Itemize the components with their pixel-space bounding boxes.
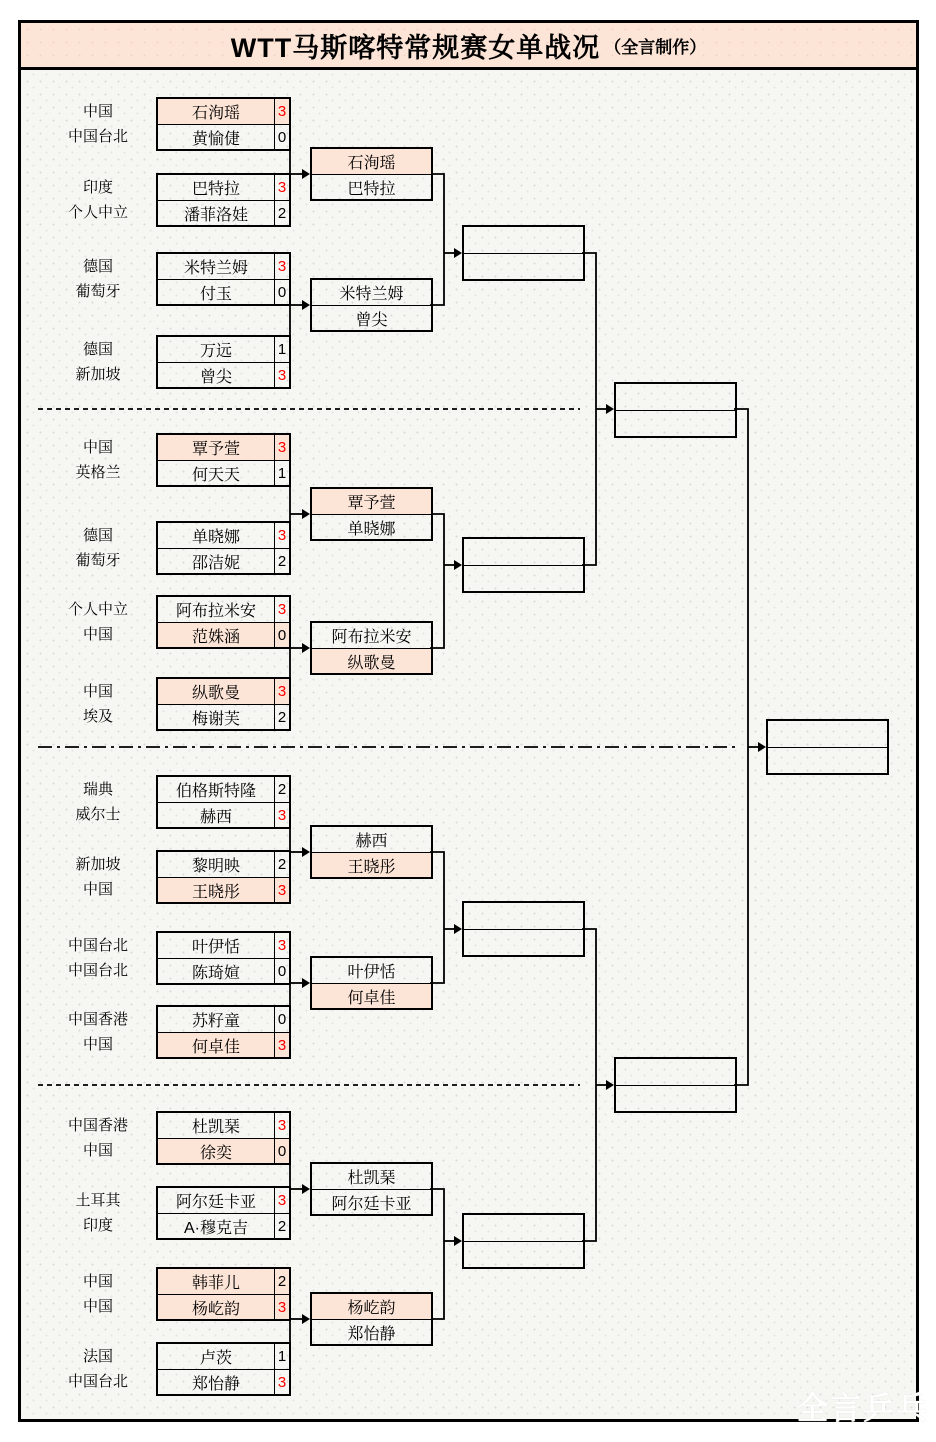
player-name: 何卓佳	[312, 983, 431, 1008]
player-name: 石洵瑶	[158, 99, 275, 124]
winner-arrow-icon	[302, 1314, 310, 1324]
final-slot	[766, 719, 889, 775]
connector-line	[582, 929, 596, 1241]
player-score: 2	[275, 1269, 289, 1294]
country-label: 新加坡	[75, 856, 121, 873]
player-name: 阿尔廷卡亚	[158, 1188, 275, 1213]
country-label: 中国台北	[67, 1373, 128, 1390]
country-label: 中国台北	[67, 128, 128, 145]
r16-match	[310, 487, 433, 541]
winner-arrow-icon	[606, 1080, 614, 1090]
title-credit: （全言制作）	[604, 37, 707, 57]
player-name: 巴特拉	[158, 175, 275, 200]
player-score: 0	[277, 1011, 287, 1028]
winner-arrow-icon	[454, 560, 462, 570]
quarterfinal-slot	[462, 1213, 585, 1269]
country-label: 中国	[82, 1036, 113, 1053]
r32-match	[156, 1342, 291, 1396]
winner-arrow-icon	[758, 742, 766, 752]
player-score: 3	[277, 937, 287, 954]
player-name: 苏籽童	[158, 1007, 275, 1032]
player-name: 米特兰姆	[158, 254, 275, 279]
empty-slot-row	[464, 903, 583, 929]
player-name: 梅谢芙	[158, 704, 275, 729]
empty-slot-row	[616, 384, 735, 410]
country-label: 葡萄牙	[75, 552, 121, 569]
player-name: 王晓彤	[158, 877, 275, 902]
player-score: 0	[275, 124, 289, 149]
country-label: 德国	[82, 258, 113, 275]
player-score: 3	[275, 1032, 289, 1057]
country-label: 中国台北	[67, 937, 128, 954]
winner-arrow-icon	[302, 509, 310, 519]
player-name: 曾尖	[312, 305, 431, 330]
winner-arrow-icon	[454, 924, 462, 934]
player-name: 杜凯琹	[347, 1170, 396, 1187]
semifinal-slot	[614, 382, 737, 438]
player-name: 王晓彤	[312, 852, 431, 877]
player-score: 3	[277, 258, 287, 275]
empty-slot-row	[768, 747, 887, 773]
empty-slot-row	[464, 565, 583, 591]
player-name: 曾尖	[158, 362, 275, 387]
player-score: 0	[275, 279, 289, 304]
r32-match	[156, 97, 291, 151]
player-score: 3	[277, 179, 287, 196]
winner-arrow-icon	[606, 404, 614, 414]
player-name: 阿布拉米安	[158, 597, 275, 622]
r32-match	[156, 1005, 291, 1059]
country-label: 中国	[82, 1298, 113, 1315]
semifinal-slot	[614, 1057, 737, 1113]
player-name: 覃予萱	[158, 435, 275, 460]
country-label: 中国	[82, 1273, 113, 1290]
country-label: 土耳其	[75, 1192, 121, 1209]
player-name: 巴特拉	[312, 174, 431, 199]
quarterfinal-slot	[462, 537, 585, 593]
player-score: 3	[275, 99, 289, 124]
country-label: 中国	[82, 881, 113, 898]
r32-match	[156, 252, 291, 306]
player-score: 2	[275, 704, 289, 729]
winner-arrow-icon	[302, 643, 310, 653]
winner-arrow-icon	[302, 1184, 310, 1194]
page-title: WTT马斯喀特常规赛女单战况	[230, 32, 601, 63]
watermark: 全言乒乓	[797, 1391, 929, 1426]
player-name: 黎明映	[158, 852, 275, 877]
player-name: 杨屹韵	[158, 1294, 275, 1319]
connector-line	[582, 253, 596, 565]
country-label: 埃及	[82, 708, 113, 725]
player-name: 黄愉倢	[158, 124, 275, 149]
player-score: 1	[277, 341, 287, 358]
player-name: 叶伊恬	[347, 964, 396, 981]
r32-match	[156, 173, 291, 227]
quarterfinal-slot	[462, 901, 585, 957]
empty-slot-row	[464, 929, 583, 955]
player-score: 1	[277, 1348, 287, 1365]
player-score: 0	[275, 958, 289, 983]
winner-arrow-icon	[302, 847, 310, 857]
player-score: 3	[277, 1117, 287, 1134]
player-name: 郑怡静	[158, 1369, 275, 1394]
player-score: 2	[275, 1213, 289, 1238]
player-name: 徐奕	[158, 1138, 275, 1163]
empty-slot-row	[616, 1085, 735, 1111]
r32-match	[156, 850, 291, 904]
player-score: 3	[275, 1369, 289, 1394]
player-name: 万远	[158, 337, 275, 362]
country-label: 德国	[82, 527, 113, 544]
country-label: 威尔士	[75, 806, 121, 823]
player-score: 2	[275, 200, 289, 225]
player-name: 米特兰姆	[339, 286, 404, 303]
player-name: 纵歌曼	[312, 648, 431, 673]
empty-slot-row	[464, 253, 583, 279]
player-name: A·穆克吉	[158, 1213, 275, 1238]
player-name: 韩菲儿	[158, 1269, 275, 1294]
player-score: 3	[277, 1192, 287, 1209]
player-score: 3	[275, 435, 289, 460]
winner-arrow-icon	[454, 1236, 462, 1246]
player-score: 3	[277, 527, 287, 544]
player-name: 杨屹韵	[312, 1294, 431, 1319]
player-name: 潘菲洛娃	[158, 200, 275, 225]
quarterfinal-slot	[462, 225, 585, 281]
country-label: 葡萄牙	[75, 283, 121, 300]
r32-match	[156, 931, 291, 985]
player-name: 阿布拉米安	[331, 629, 412, 646]
player-name: 邵洁妮	[158, 548, 275, 573]
country-label: 印度	[82, 179, 113, 196]
player-name: 赫西	[355, 833, 388, 850]
empty-slot-row	[464, 539, 583, 565]
player-name: 杜凯琹	[158, 1113, 275, 1138]
player-score: 3	[275, 362, 289, 387]
winner-arrow-icon	[454, 248, 462, 258]
player-name: 何天天	[158, 460, 275, 485]
r16-match	[310, 825, 433, 879]
country-label: 印度	[82, 1217, 113, 1234]
title-bar	[18, 20, 919, 70]
player-name: 卢茨	[158, 1344, 275, 1369]
empty-slot-row	[464, 1241, 583, 1267]
player-score: 2	[275, 548, 289, 573]
r32-match	[156, 1267, 291, 1321]
player-name: 单晓娜	[158, 523, 275, 548]
country-label: 中国香港	[67, 1117, 128, 1134]
player-name: 范姝涵	[158, 622, 275, 647]
player-name: 阿尔廷卡亚	[312, 1189, 431, 1214]
winner-arrow-icon	[302, 169, 310, 179]
empty-slot-row	[768, 721, 887, 747]
player-name: 郑怡静	[312, 1319, 431, 1344]
player-name: 伯格斯特隆	[158, 777, 275, 802]
player-score: 3	[275, 802, 289, 827]
country-label: 个人中立	[67, 204, 128, 221]
empty-slot-row	[616, 1059, 735, 1085]
winner-arrow-icon	[302, 300, 310, 310]
empty-slot-row	[464, 227, 583, 253]
country-label: 中国	[82, 103, 113, 120]
r16-match	[310, 621, 433, 675]
player-name: 赫西	[158, 802, 275, 827]
player-name: 覃予萱	[312, 489, 431, 514]
r32-match	[156, 433, 291, 487]
winner-arrow-icon	[302, 978, 310, 988]
r16-match	[310, 1162, 433, 1216]
player-score: 0	[275, 622, 289, 647]
country-label: 英格兰	[75, 464, 121, 481]
country-label: 个人中立	[67, 601, 128, 618]
country-label: 德国	[82, 341, 113, 358]
r16-match	[310, 956, 433, 1010]
connector-line	[734, 409, 748, 1085]
country-label: 中国台北	[67, 962, 128, 979]
country-label: 中国	[82, 1142, 113, 1159]
player-score: 3	[275, 1294, 289, 1319]
empty-slot-row	[616, 410, 735, 436]
r32-match	[156, 335, 291, 389]
player-name: 纵歌曼	[158, 679, 275, 704]
country-label: 中国	[82, 439, 113, 456]
player-score: 0	[275, 1138, 289, 1163]
country-label: 中国	[82, 626, 113, 643]
r32-match	[156, 1111, 291, 1165]
r16-match	[310, 147, 433, 201]
country-label: 中国香港	[67, 1011, 128, 1028]
player-name: 陈琦媗	[158, 958, 275, 983]
r16-match	[310, 278, 433, 332]
player-score: 3	[275, 679, 289, 704]
player-name: 叶伊恬	[158, 933, 275, 958]
r32-match	[156, 521, 291, 575]
player-name: 付玉	[158, 279, 275, 304]
r32-match	[156, 677, 291, 731]
country-label: 法国	[82, 1348, 113, 1365]
empty-slot-row	[464, 1215, 583, 1241]
player-name: 石洵瑶	[312, 149, 431, 174]
country-label: 新加坡	[75, 366, 121, 383]
player-score: 3	[275, 877, 289, 902]
player-name: 何卓佳	[158, 1032, 275, 1057]
player-score: 3	[277, 601, 287, 618]
r32-match	[156, 775, 291, 829]
player-score: 2	[277, 856, 287, 873]
r32-match	[156, 595, 291, 649]
r32-match	[156, 1186, 291, 1240]
country-label: 瑞典	[82, 781, 113, 798]
player-score: 1	[275, 460, 289, 485]
player-score: 2	[277, 781, 287, 798]
player-name: 单晓娜	[312, 514, 431, 539]
r16-match	[310, 1292, 433, 1346]
country-label: 中国	[82, 683, 113, 700]
